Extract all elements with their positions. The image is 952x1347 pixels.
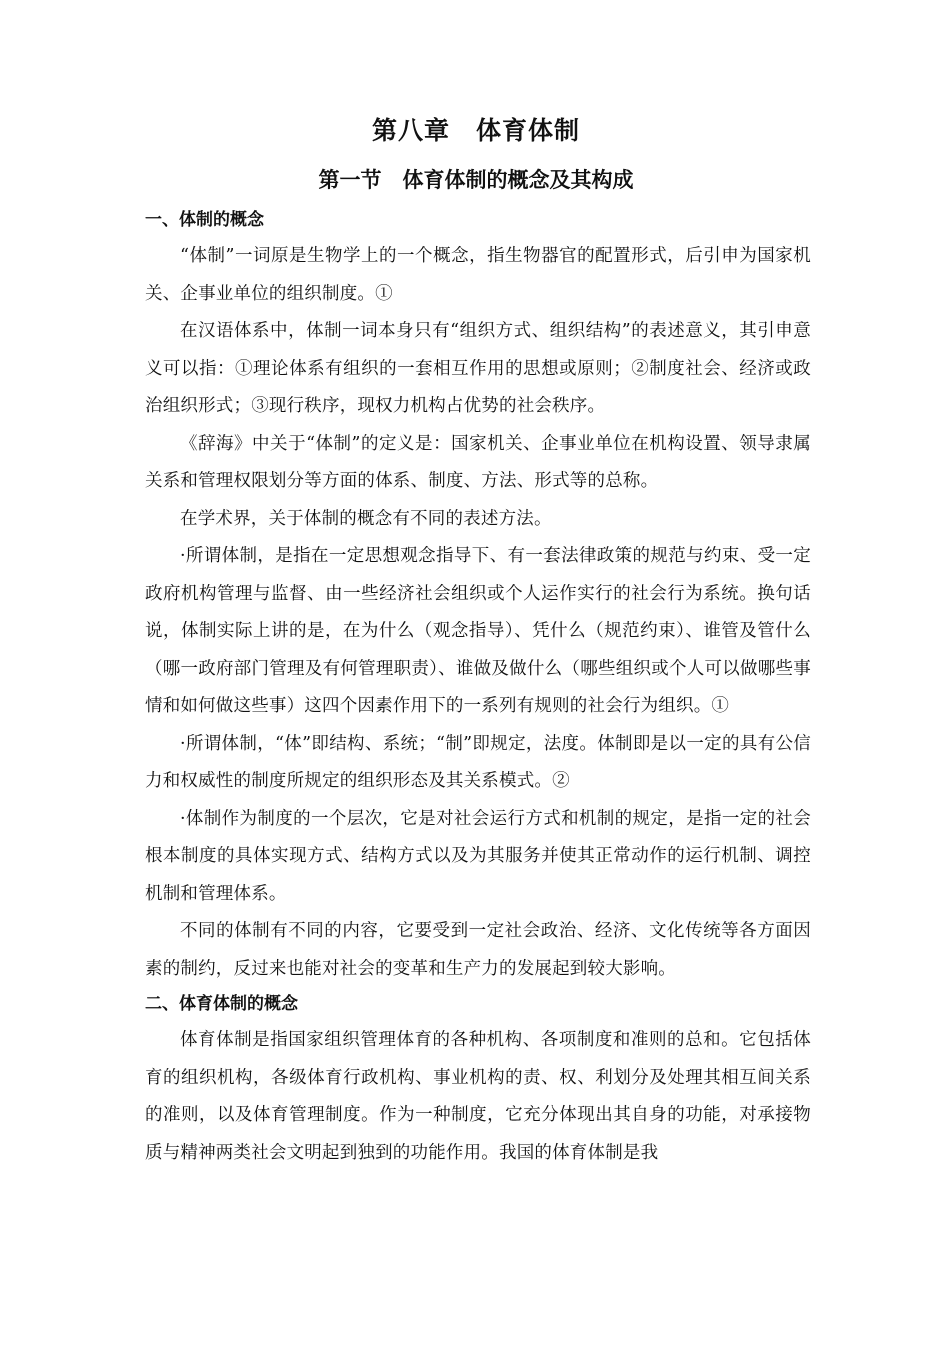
section-heading-concept-of-system: 一、体制的概念 [145, 210, 264, 230]
bullet-paragraph: ·体制作为制度的一个层次，它是对社会运行方式和机制的规定，是指一定的社会根本制度的具体实现方式、结构方式以及为其服务并使其正常动作的运行机制、调控机制和管理体系。 [145, 808, 811, 904]
paragraph: 在学术界，关于体制的概念有不同的表述方法。 [180, 508, 552, 529]
body-text [145, 206, 811, 1172]
section-heading-sports-system: 二、体育体制的概念 [145, 994, 298, 1014]
bullet-paragraph: ·所谓体制，是指在一定思想观念指导下、有一套法律政策的规范与约束、受一定政府机构管理与监督、由一些经济社会组织或个人运作实行的社会行为系统。换句话说，体制实际上讲的是，在为什么（观念指导）、凭什么（规范约束）、谁管及管什么（哪一政府部门管理及有何管理职责）、谁做及做什么（哪些组织或个人可以做哪些事情和如何做这些事）这四个因素作用下的一系列有规则的社会行为组织。① [145, 546, 811, 716]
paragraph: 在汉语体系中，体制一词本身只有“组织方式、组织结构”的表述意义，其引申意义可以指：①理论体系有组织的一套相互作用的思想或原则；②制度社会、经济或政治组织形式；③现行秩序，现权力机构占优势的社会秩序。 [145, 321, 811, 416]
section-title: 第一节 体育体制的概念及其构成 [318, 167, 634, 192]
paragraph: 体育体制是指国家组织管理体育的各种机构、各项制度和准则的总和。它包括体育的组织机构，各级体育行政机构、事业机构的责、权、利划分及处理其相互间关系的准则，以及体育管理制度。作为一种制度，它充分体现出其自身的功能，对承接物质与精神两类社会文明起到独到的功能作用。我国的体育体制是我 [145, 1030, 811, 1163]
paragraph: “体制”一词原是生物学上的一个概念，指生物器官的配置形式，后引申为国家机关、企事业单位的组织制度。① [145, 246, 811, 304]
chapter-title: 第八章 体育体制 [371, 116, 580, 145]
paragraph: 不同的体制有不同的内容，它要受到一定社会政治、经济、文化传统等各方面因素的制约，反过来也能对社会的变革和生产力的发展起到较大影响。 [145, 921, 811, 979]
bullet-paragraph: ·所谓体制，“体”即结构、系统；“制”即规定，法度。体制即是以一定的具有公信力和权威性的制度所规定的组织形态及其关系模式。② [145, 733, 811, 791]
paragraph: 《辞海》中关于“体制”的定义是：国家机关、企事业单位在机构设置、领导隶属关系和管理权限划分等方面的体系、制度、方法、形式等的总称。 [145, 433, 811, 491]
